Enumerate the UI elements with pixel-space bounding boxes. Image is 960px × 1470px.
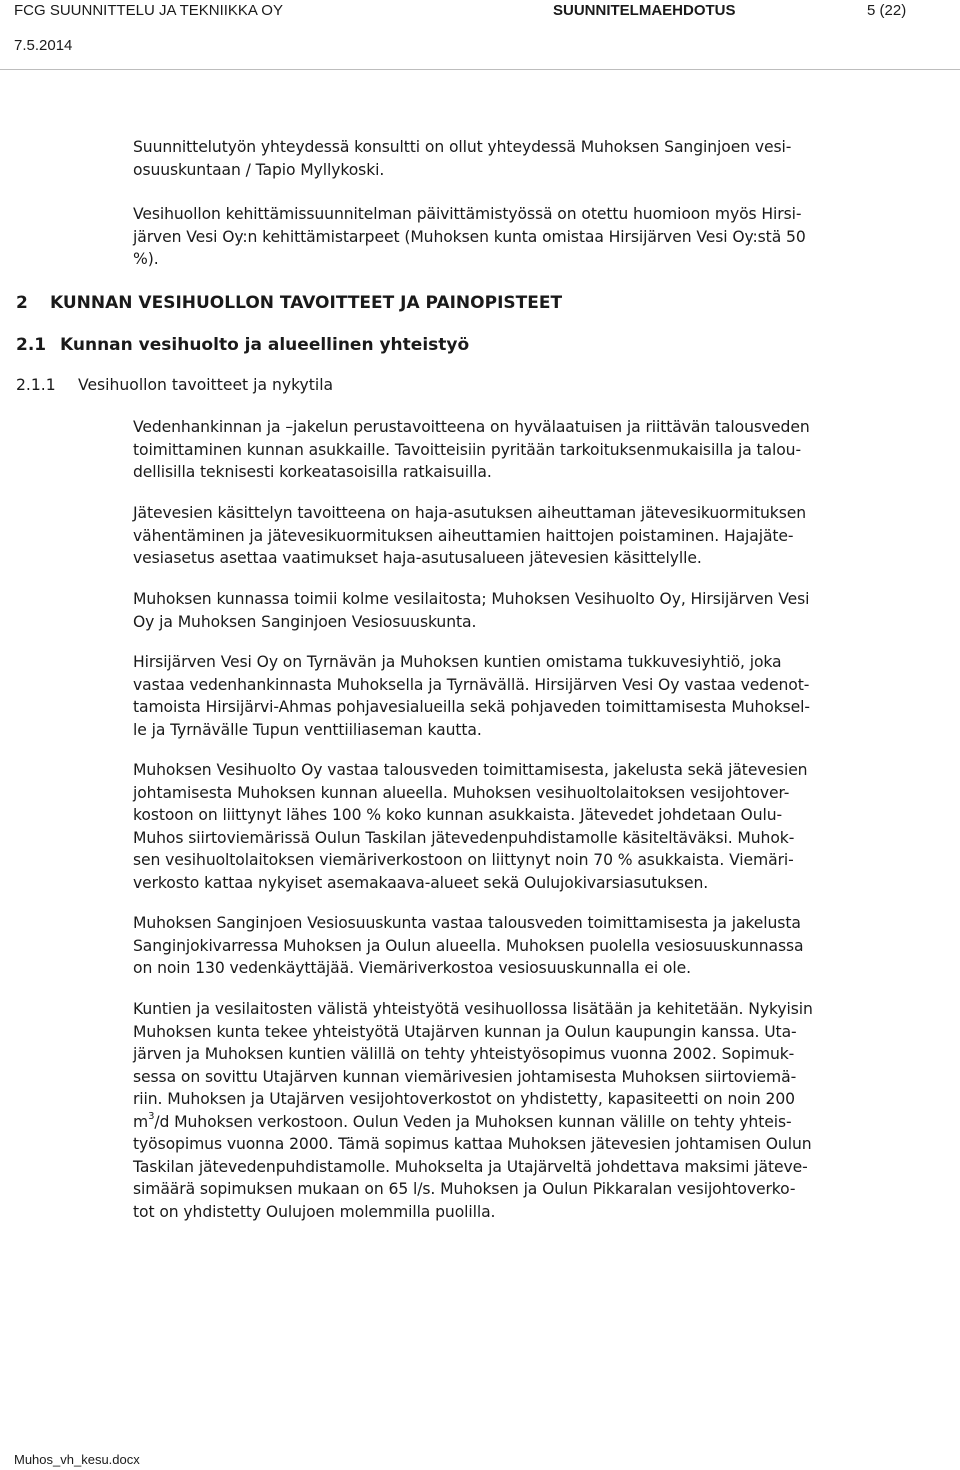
- text-line: Vesihuollon kehittämissuunnitelman päivittämistyössä on otettu huomioon myös Hirsi-: [133, 205, 802, 223]
- page-header: [0, 0, 960, 70]
- section-number: 2.1: [16, 335, 47, 355]
- body-paragraph-7: [133, 998, 953, 1223]
- section-heading-2-1-1: [16, 374, 333, 396]
- body-paragraph-5: [133, 759, 953, 894]
- text-line: Kuntien ja vesilaitosten välistä yhteistyötä vesihuollossa lisätään ja kehitetään. Nykyisin: [133, 1000, 813, 1018]
- text-line: järven ja Muhoksen kuntien välillä on tehty yhteistyösopimus vuonna 2002. Sopimuk-: [133, 1045, 795, 1063]
- document-type: SUUNNITELMAEHDOTUS: [553, 2, 736, 19]
- text-line: Vedenhankinnan ja –jakelun perustavoitteena on hyvälaatuisen ja riittävän talousveden: [133, 418, 810, 436]
- text-line: Muhos siirtoviemärissä Oulun Taskilan jätevedenpuhdistamolle käsiteltäväksi. Muhok-: [133, 828, 795, 847]
- text-line: le ja Tyrnävälle Tupun venttiiliaseman kautta.: [133, 720, 482, 739]
- text-line: Sanginjokivarressa Muhoksen ja Oulun alueella. Muhoksen puolella vesiosuuskunnassa: [133, 936, 804, 955]
- text-line: kostoon on liittynyt lähes 100 % koko kunnan asukkaista. Jätevedet johdetaan Oulu-: [133, 806, 783, 824]
- text-line: %).: [133, 250, 159, 268]
- text-line: Taskilan jätevedenpuhdistamolle. Muhokselta ja Utajärveltä johdettava maksimi jäteve-: [133, 1157, 808, 1176]
- text-line: Suunnittelutyön yhteydessä konsultti on ollut yhteydessä Muhoksen Sanginjoen vesi-: [133, 138, 792, 156]
- text-line: vesiasetus asettaa vaatimukset haja-asutusalueen jätevesien käsittelylle.: [133, 549, 702, 567]
- text-line: toimittaminen kunnan asukkaille. Tavoitteisiin pyritään tarkoituksenmukaisilla ja talou-: [133, 440, 801, 459]
- document-date: 7.5.2014: [14, 37, 73, 54]
- text-line: Muhoksen Vesihuolto Oy vastaa talousveden toimittamisesta, jakelusta sekä jätevesien: [133, 761, 808, 779]
- footer-filename: Muhos_vh_kesu.docx: [14, 1452, 140, 1467]
- section-number: 2.1.1: [16, 376, 56, 394]
- text-line: Oy ja Muhoksen Sanginjoen Vesiosuuskunta.: [133, 612, 477, 631]
- text-line: tamoista Hirsijärvi-Ahmas pohjavesialueilla sekä pohjaveden toimittamisesta Muhoksel-: [133, 698, 810, 716]
- section-heading-2-1: [16, 334, 469, 356]
- intro-paragraph-1: [133, 136, 953, 181]
- text-line: työsopimus vuonna 2000. Tämä sopimus kattaa Muhoksen jätevesien johtamisen Oulun: [133, 1135, 812, 1153]
- text-line: on noin 130 vedenkäyttäjää. Viemäriverkostoa vesiosuuskunnalla ei ole.: [133, 959, 691, 977]
- header-divider: [0, 69, 960, 70]
- text-line: sen vesihuoltolaitoksen viemäriverkostoon on liittynyt noin 70 % asukkaista. Viemäri-: [133, 851, 794, 869]
- text-line: vähentäminen ja jätevesikuormituksen aiheuttamien haittojen poistaminen. Hajajäte-: [133, 526, 794, 545]
- text-line: riin. Muhoksen ja Utajärven vesijohtoverkostot on yhdistetty, kapasiteetti on noin 200: [133, 1090, 796, 1108]
- body-paragraph-4: [133, 651, 953, 741]
- text-line: johtamisesta Muhoksen kunnan alueella. Muhoksen vesihuoltolaitoksen vesijohtover-: [133, 783, 790, 802]
- text-line: Jätevesien käsittelyn tavoitteena on haja-asutuksen aiheuttaman jätevesikuormituksen: [133, 504, 806, 522]
- intro-paragraph-2: [133, 203, 953, 271]
- text-line: Hirsijärven Vesi Oy on Tyrnävän ja Muhoksen kuntien omistama tukkuvesiyhtiö, joka: [133, 653, 782, 671]
- text-line: sessa on sovittu Utajärven kunnan viemärivesien johtamisesta Muhoksen siirtoviemä-: [133, 1067, 797, 1086]
- text-line-rest: /d Muhoksen verkostoon. Oulun Veden ja Muhoksen kunnan välille on tehty yhteis-: [154, 1112, 792, 1131]
- body-paragraph-1: [133, 416, 953, 484]
- section-number: 2: [16, 293, 28, 313]
- body-paragraph-2: [133, 502, 953, 570]
- text-line: vastaa vedenhankinnasta Muhoksella ja Tyrnävällä. Hirsijärven Vesi Oy vastaa vedenot-: [133, 675, 810, 694]
- section-title: Vesihuollon tavoitteet ja nykytila: [78, 376, 334, 394]
- text-line: Muhoksen kunnassa toimii kolme vesilaitosta; Muhoksen Vesihuolto Oy, Hirsijärven Vesi: [133, 590, 810, 608]
- body-paragraph-3: [133, 588, 953, 633]
- text-line: [133, 1111, 953, 1134]
- body-paragraph-6: [133, 912, 953, 980]
- section-heading-2: [16, 292, 562, 314]
- text-line: Muhoksen Sanginjoen Vesiosuuskunta vastaa talousveden toimittamisesta ja jakelusta: [133, 914, 801, 932]
- text-line: tot on yhdistetty Oulujoen molemmilla puolilla.: [133, 1202, 496, 1221]
- section-title: Kunnan vesihuolto ja alueellinen yhteistyö: [60, 335, 470, 355]
- text-line: verkosto kattaa nykyiset asemakaava-alueet sekä Oulujokivarsiasutuksen.: [133, 873, 709, 892]
- unit-m: m: [133, 1112, 149, 1131]
- text-line: dellisilla teknisesti korkeatasoisilla ratkaisuilla.: [133, 463, 492, 481]
- company-name: FCG SUUNNITTELU JA TEKNIIKKA OY: [14, 2, 283, 19]
- text-line: Muhoksen kunta tekee yhteistyötä Utajärven kunnan ja Oulun kaupungin kanssa. Uta-: [133, 1022, 797, 1041]
- unit-superscript: 3: [148, 1111, 155, 1123]
- text-line: simäärä sopimuksen mukaan on 65 l/s. Muhoksen ja Oulun Pikkaralan vesijohtoverko-: [133, 1180, 796, 1198]
- section-title: KUNNAN VESIHUOLLON TAVOITTEET JA PAINOPISTEET: [50, 293, 563, 313]
- text-line: järven Vesi Oy:n kehittämistarpeet (Muhoksen kunta omistaa Hirsijärven Vesi Oy:stä 50: [133, 227, 806, 246]
- page-number: 5 (22): [867, 2, 907, 19]
- text-line: osuuskuntaan / Tapio Myllykoski.: [133, 160, 385, 179]
